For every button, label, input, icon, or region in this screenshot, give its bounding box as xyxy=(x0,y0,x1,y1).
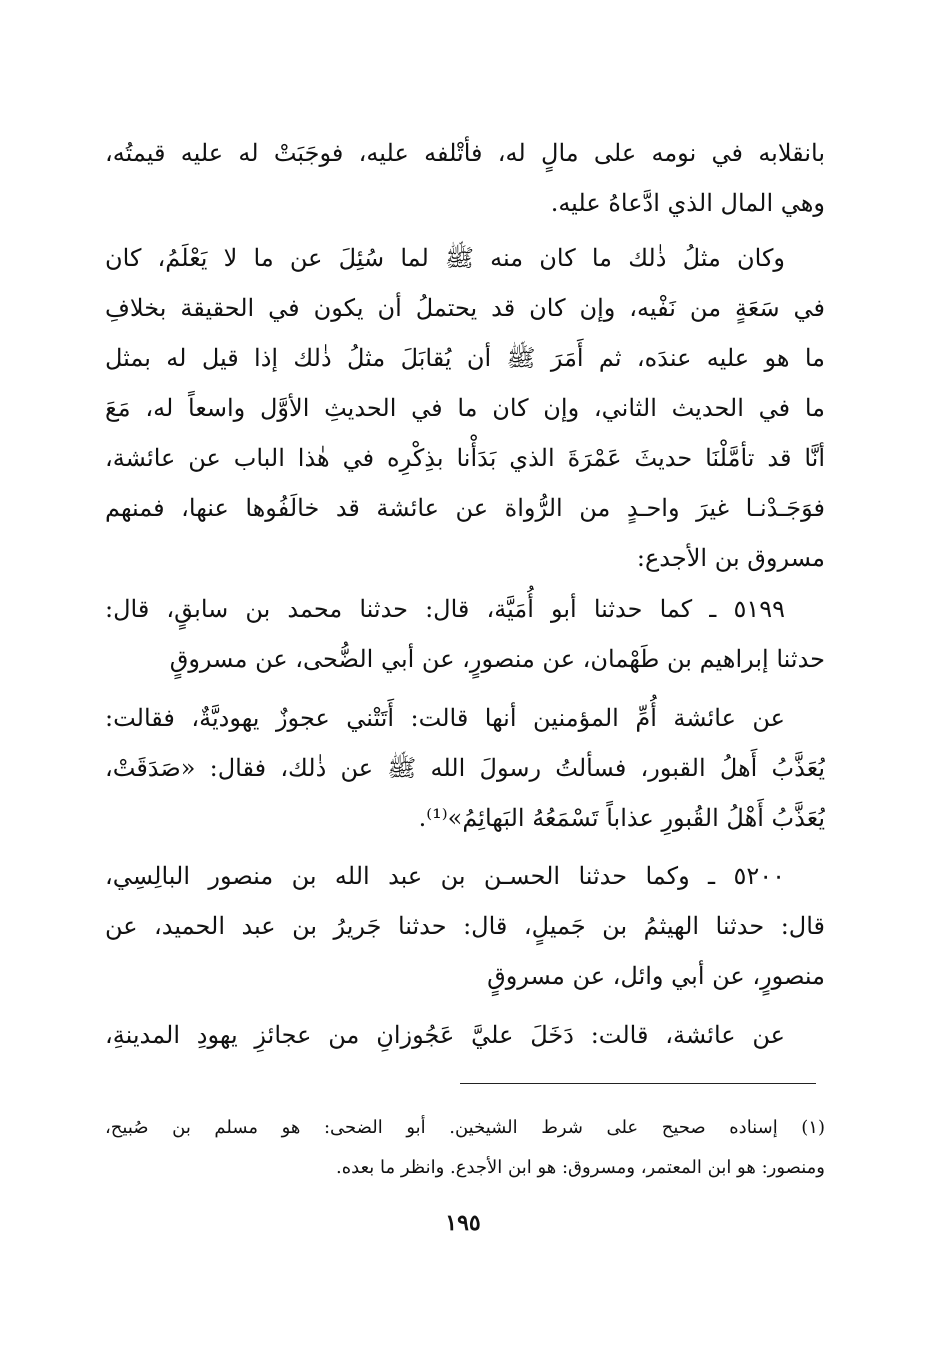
text-line: في سَعَةٍ من نَفْيه، وإن كان قد يحتملُ أن يكون في الحقيقة بخلافِ xyxy=(105,294,825,322)
footnote xyxy=(105,1108,825,1188)
footnote-separator xyxy=(460,1083,816,1084)
text-line: عن عائشة، قالت: دَخَلَ عليَّ عَجُوزانِ من عجائزِ يهودِ المدينةِ، xyxy=(105,1021,785,1049)
text-line: وكان مثلُ ذٰلك ما كان منه ﷺ لما سُئِلَ عن ما لا يَعْلَمُ، كان xyxy=(105,244,785,272)
footnote-line: ومنصور: هو ابن المعتمر، ومسروق: هو ابن الأجدع. وانظر ما بعده. xyxy=(336,1157,825,1178)
hadith-5199-isnad xyxy=(105,584,825,684)
text-line: يُعَذَّبُ أَهْلُ القُبورِ عذاباً تَسْمَعُهُ البَهائِمُ»⁽¹⁾. xyxy=(418,804,825,832)
text-line: بانقلابه في نومه على مالٍ له، فأتْلفه عليه، فوجَبَتْ له عليه قيمتُه، xyxy=(105,139,825,167)
page-number: ١٩٥ xyxy=(445,1210,481,1236)
paragraph-commentary xyxy=(105,233,825,583)
text-line: ٥٢٠٠ ـ وكما حدثنا الحسـن بن عبد الله بن منصور البالِسِي، xyxy=(105,862,785,890)
text-line: عن عائشة أُمِّ المؤمنين أنها قالت: أَتَتْني عجوزٌ يهوديَّةٌ، فقالت: xyxy=(105,704,785,732)
hadith-5200-isnad xyxy=(105,851,825,1001)
hadith-5200-text xyxy=(105,1010,825,1060)
text-line: منصورٍ، عن أبي وائل، عن مسروقٍ xyxy=(487,962,825,990)
text-line: قال: حدثنا الهيثمُ بن جَميلٍ، قال: حدثنا جَريرُ بن عبد الحميد، عن xyxy=(105,912,825,940)
hadith-5199-text xyxy=(105,693,825,843)
text-line: ما في الحديث الثاني، وإن كان ما في الحديثِ الأوَّل واسعاً له، مَعَ xyxy=(105,394,825,422)
paragraph-continuation xyxy=(105,128,825,228)
text-line: وهي المال الذي ادَّعاهُ عليه. xyxy=(550,189,825,217)
text-line: حدثنا إبراهيم بن طَهْمان، عن منصورٍ، عن أبي الضُّحى، عن مسروقٍ xyxy=(169,645,825,673)
text-line: فوَجَـدْنـا غيرَ واحـدٍ من الرُّواة عن عائشة قد خالَفُوها عنها، فمنهم xyxy=(105,494,825,522)
text-line: ٥١٩٩ ـ كما حدثنا أبو أُمَيَّة، قال: حدثنا محمد بن سابقٍ، قال: xyxy=(105,595,785,623)
text-line: أنَّا قد تأمَّلْنَا حديثَ عَمْرَةَ الذي بَدَأْنا بذِكْرِه في هٰذا الباب عن عائشة، xyxy=(105,444,825,472)
footnote-line: (١) إسناده صحيح على شرط الشيخين. أبو الضحى: هو مسلم بن صُبيح، xyxy=(105,1117,825,1138)
text-line: مسروق بن الأجدع: xyxy=(636,544,825,572)
text-line: ما هو عليه عندَه، ثم أَمَرَ ﷺ أن يُقابَلَ مثلُ ذٰلك إذا قيل له بمثل xyxy=(105,344,825,372)
text-line: يُعَذَّبُ أَهلُ القبور، فسألتُ رسولَ الله ﷺ عن ذٰلك، فقال: «صَدَقَتْ، xyxy=(105,754,825,782)
